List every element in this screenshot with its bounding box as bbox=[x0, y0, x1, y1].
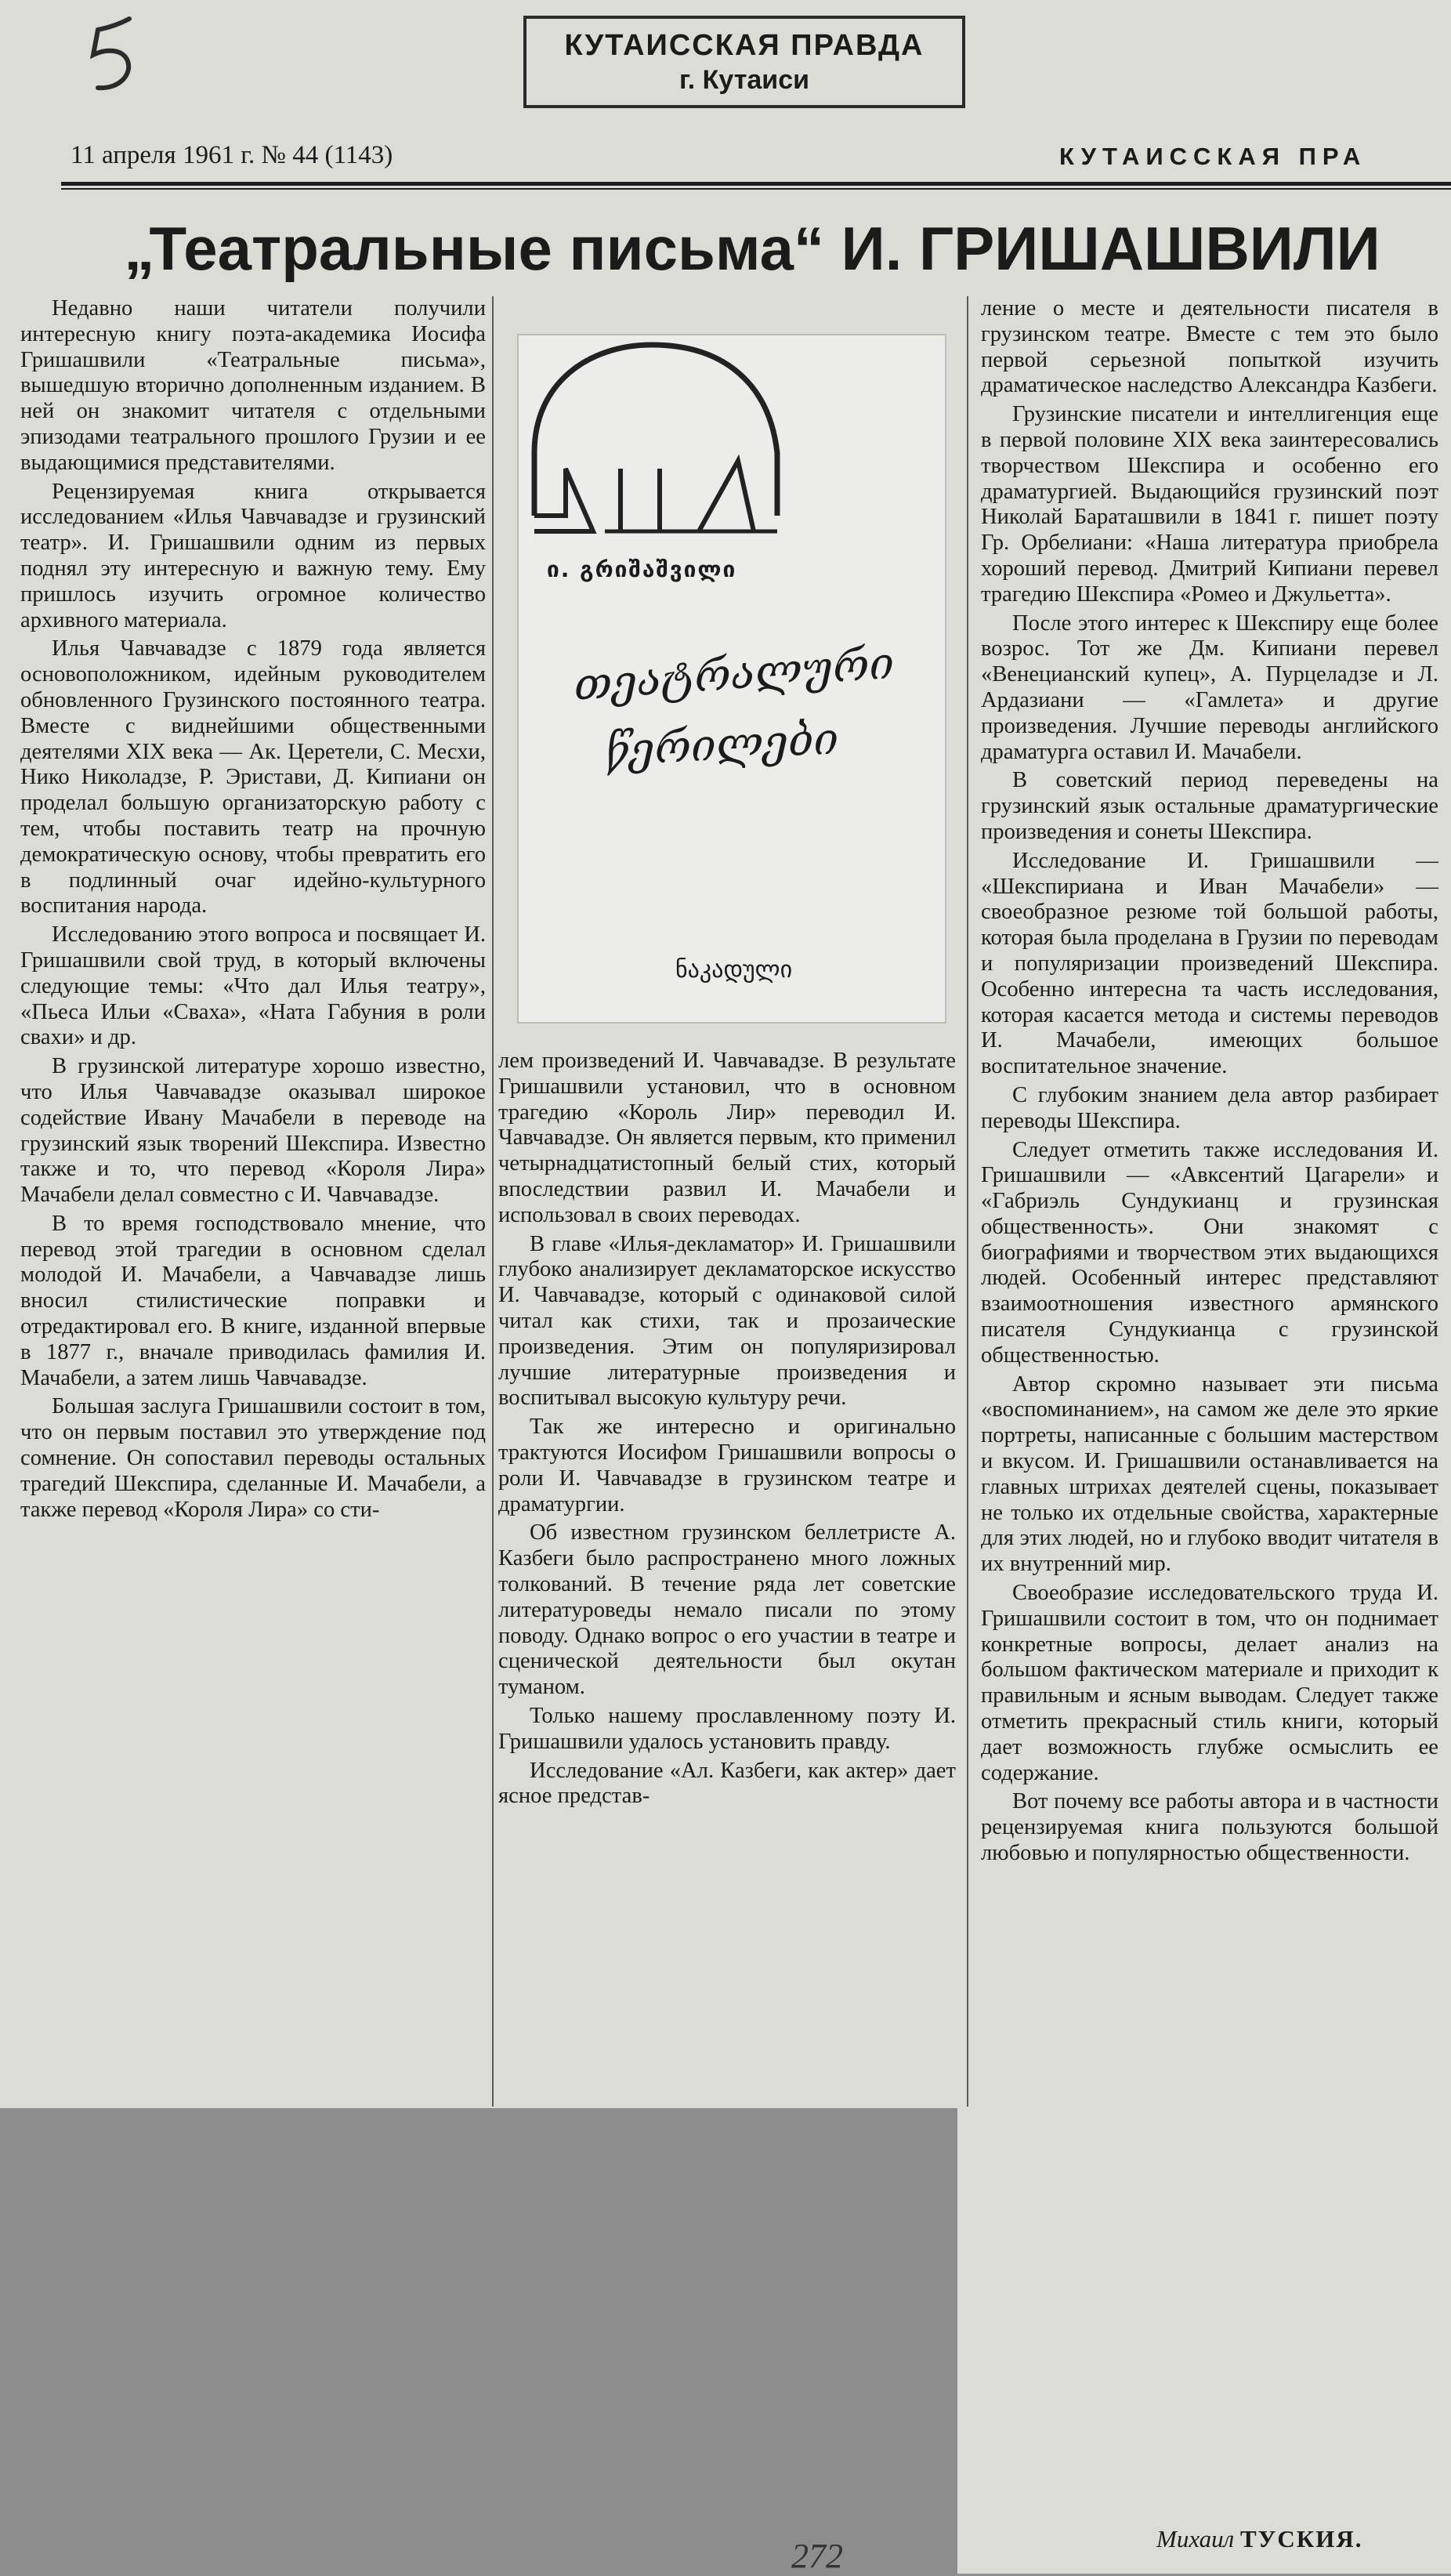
issue-date: 11 апреля 1961 г. № 44 (1143) bbox=[71, 141, 393, 169]
column-divider bbox=[492, 296, 494, 2107]
paragraph: Автор скромно называет эти письма «воспоминанием», на самом же деле это яркие портреты, написанные с большим мастерством и вкусом. И. Гришашвили останавливается на главных штрихах деятелей сцены, показывает не только их отдельные свойства, характерные для этих людей, но и глубоко вводит читателя в их внутренний мир. bbox=[981, 1371, 1438, 1577]
cover-title-line2: წერილები bbox=[603, 713, 840, 777]
author-signature bbox=[1156, 2525, 1363, 2553]
newspaper-name: КУТАИССКАЯ ПРА bbox=[1059, 143, 1367, 170]
paragraph: лем произведений И. Чавчавадзе. В результате Гришашвили установил, что в основном трагедию «Король Лир» переводил И. Чавчавадзе. Он является первым, кто применил четырнадцатистопный белый стих, который впоследствии развил И. Мачабели и использовал в своих переводах. bbox=[498, 1049, 956, 1227]
paragraph: С глубоким знанием дела автор разбирает переводы Шекспира. bbox=[981, 1082, 1438, 1133]
newspaper-clipping-tail bbox=[957, 2100, 1451, 2574]
cover-drawing bbox=[519, 335, 948, 571]
archive-page-number: 272 bbox=[791, 2537, 843, 2575]
signature-last-name: ТУСКИЯ. bbox=[1239, 2525, 1363, 2552]
paragraph: ление о месте и деятельности писателя в грузинском театре. Вместе с тем это было первой серьезной попыткой изучить драматическое наследство Александра Казбеги. bbox=[981, 296, 1438, 398]
stamp-line1: КУТАИССКАЯ ПРАВДА bbox=[564, 29, 925, 62]
masthead bbox=[71, 139, 1451, 179]
paragraph: Большая заслуга Гришашвили состоит в том, что он первым поставил это утверждение под сомнение. Он сопоставил переводы остальных трагедий Шекспира, сделанные И. Мачабели, а также перевод «Короля Лира» со сти- bbox=[20, 1394, 486, 1522]
cover-title-line1: თეატრალური bbox=[572, 637, 896, 712]
paragraph: Исследование И. Гришашвили — «Шекспириана и Иван Мачабели» — своеобразное резюме той большой работы, которая была проделана в Грузии по переводам и популяризации произведений Шекспира. Особенно интересна та часть исследования, которая касается метода и системы переводов И. Мачабели, имеющих большое воспитательное значение. bbox=[981, 848, 1438, 1079]
paragraph: Своеобразие исследовательского труда И. Гришашвили состоит в том, что он поднимает конкретные вопросы, делает анализ на большом фактическом материале и приходит к правильным и ясным выводам. Следует также отметить прекрасный стиль книги, который дает возможность глубже осмыслить ее содержание. bbox=[981, 1581, 1438, 1785]
paragraph: Вот почему все работы автора и в частности рецензируемая книга пользуются большой любовью и популярностью общественности. bbox=[981, 1789, 1438, 1866]
article-headline: „Театральные письма“ И. ГРИШАШВИЛИ bbox=[124, 214, 1380, 283]
paragraph: Только нашему прославленному поэту И. Гришашвили удалось установить правду. bbox=[498, 1703, 956, 1754]
paragraph: Так же интересно и оригинально трактуются Иосифом Гришашвили вопросы о роли И. Чавчавадзе в грузинском театре и драматургии. bbox=[498, 1415, 956, 1516]
article-column-1 bbox=[20, 296, 486, 1526]
cover-author: ი. გრიშაშვილი bbox=[547, 556, 737, 582]
library-stamp bbox=[523, 16, 965, 108]
ink-mark bbox=[74, 14, 161, 100]
paragraph: В то время господствовало мнение, что перевод этой трагедии в основном сделал молодой И. Мачабели, а Чавчавадзе лишь вносил стилистические поправки и отредактировал его. В книге, изданной впервые в 1877 г., вначале приводилась фамилия И. Мачабели, а затем лишь Чавчавадзе. bbox=[20, 1211, 486, 1390]
masthead-rule bbox=[61, 182, 1451, 186]
paragraph: Грузинские писатели и интеллигенция еще в первой половине XIX века заинтересовались творчеством Шекспира и особенно его драматургией. Выдающийся грузинский поэт Николай Бараташвили в 1841 г. пишет поэту Гр. Орбелиани: «Наша литература приобрела хороший перевод. Дмитрий Кипиани перевел трагедию Шекспира «Ромео и Джульетта». bbox=[981, 402, 1438, 607]
book-cover-image bbox=[517, 334, 946, 1024]
stamp-line2: г. Кутаиси bbox=[679, 65, 809, 95]
paragraph: Илья Чавчавадзе с 1879 года является основоположником, идейным руководителем обновленного Грузинского постоянного театра. Вместе с виднейшими общественными деятелями XIX века — Ак. Церетели, С. Месхи, Нико Николадзе, Р. Эристави, Д. Кипиани он проделал большую организаторскую работу с тем, чтобы поставить театр на прочную демократическую основу, чтобы превратить его в подлинный очаг идейно-культурного воспитания народа. bbox=[20, 636, 486, 918]
paragraph: После этого интерес к Шекспиру еще более возрос. Тот же Дм. Кипиани перевел «Венецианский купец», А. Пурцеладзе и Л. Ардазиани — «Гамлета» и другие произведения. Лучшие переводы английского драматурга оставил И. Мачабели. bbox=[981, 610, 1438, 764]
paragraph: В советский период переведены на грузинский язык остальные драматургические произведения и сонеты Шекспира. bbox=[981, 768, 1438, 844]
article-column-2 bbox=[498, 1049, 956, 1813]
paragraph: Недавно наши читатели получили интересную книгу поэта-академика Иосифа Гришашвили «Театральные письма», вышедшую вторично дополненным изданием. В ней он знакомит читателя с отдельными эпизодами театрального прошлого Грузии и ее выдающимися представителями. bbox=[20, 296, 486, 475]
column-divider bbox=[967, 296, 968, 2107]
paragraph: Рецензируемая книга открывается исследованием «Илья Чавчавадзе и грузинский театр». И. Гришашвили одним из первых поднял эту интересную и важную тему. Ему пришлось изучить огромное количество архивного материала. bbox=[20, 479, 486, 632]
cover-publisher: ნაკადული bbox=[675, 956, 793, 984]
masthead-rule-thin bbox=[61, 188, 1451, 190]
paragraph: Исследованию этого вопроса и посвящает И. Гришашвили свой труд, в который включены следующие темы: «Что дал Илья театру», «Пьеса Ильи «Сваха», «Ната Габуния в роли свахи» и др. bbox=[20, 922, 486, 1050]
paragraph: Следует отметить также исследования И. Гришашвили — «Авксентий Цагарели» и «Габриэль Сундукианц и грузинская общественность». Они знакомят с биографиями и творчеством этих выдающихся людей. Особенный интерес представляют взаимоотношения известного армянского писателя Сундукианца с грузинской общественностью. bbox=[981, 1137, 1438, 1368]
article-column-3 bbox=[981, 296, 1438, 1870]
paragraph: В грузинской литературе хорошо известно, что Илья Чавчавадзе оказывал широкое содействие Ивану Мачабели в переводе на грузинский язык творений Шекспира. Известно также и то, что перевод «Короля Лира» Мачабели делал совместно с И. Чавчавадзе. bbox=[20, 1054, 486, 1208]
paragraph: В главе «Илья-декламатор» И. Гришашвили глубоко анализирует декламаторское искусство И. Чавчавадзе, который с одинаковой силой читал как стихи, так и прозаические произведения. Этим он популяризировал лучшие литературные произведения и воспитывал высокую культуру речи. bbox=[498, 1231, 956, 1411]
signature-first-name: Михаил bbox=[1156, 2525, 1235, 2552]
paragraph: Исследование «Ал. Казбеги, как актер» дает ясное представ- bbox=[498, 1758, 956, 1809]
paragraph: Об известном грузинском беллетристе А. Казбеги было распространено много ложных толкований. В течение ряда лет советские литературоведы немало писали по этому поводу. Однако вопрос о его участии в театре и сценической деятельности был окутан туманом. bbox=[498, 1520, 956, 1700]
